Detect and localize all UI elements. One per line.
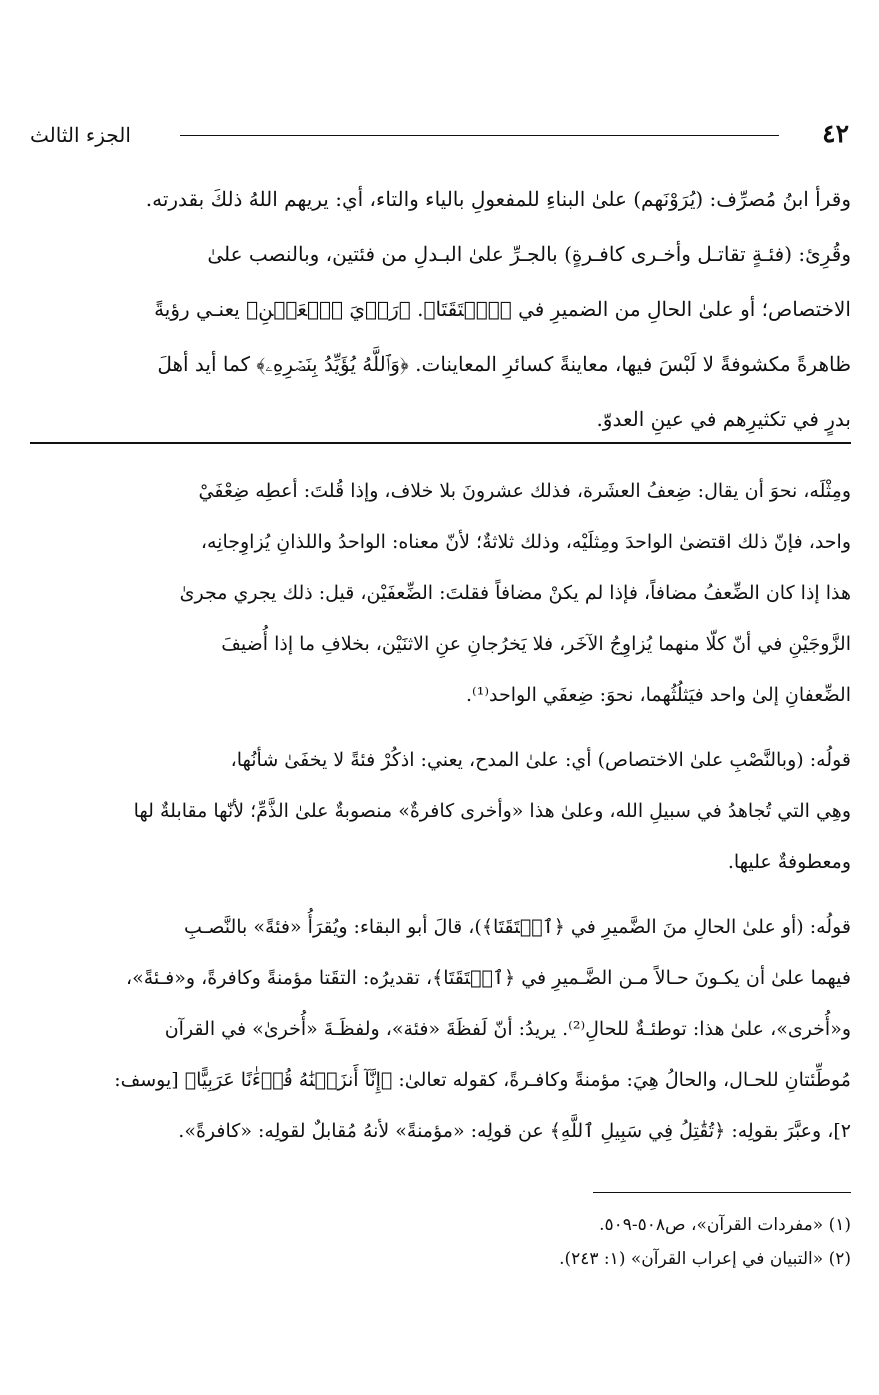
footnote: (٢) «التبيان في إعراب القرآن» (١: ٢٤٣). [559,1249,851,1269]
section-divider [30,442,851,444]
commentary-line: الضِّعفانِ إلىٰ واحد فيَثلُثُهما، نحوَ: ضِعفَي الواحد⁽¹⁾. [465,684,851,706]
page-header [30,118,849,158]
commentary-block [30,466,851,1171]
commentary-line: مُوطِّئتانِ للحـال، والحالُ هِيَ: مؤمنةً وكافـرةً، كقوله تعالىٰ: ﴿إِنَّآ أَنزَلۡنَٰهُ قُرۡءَٰنًا عَرَبِيًّا﴾ [يوسف: [114,1069,851,1091]
commentary-line: ومعطوفةٌ عليها. [727,851,851,873]
commentary-line: و«أُخرى»، علىٰ هذا: توطئـةٌ للحالِ⁽²⁾. يريدُ: أنّ لَفظَةَ «فئة»، ولفظَـةَ «أُخرىٰ» في القرآن [164,1018,851,1040]
commentary-paragraph [30,735,851,888]
commentary-line: الزَّوجَيْنِ في أنّ كلّا منهما يُزاوِجُ الآخَر، فلا يَخرُجانِ عنِ الاثنَيْن، بخلافِ ما إذا أُضيفَ [221,633,851,655]
quote-line: وقُرِئ: (فئـةٍ تقاتـل وأخـرى كافـرةٍ) بالجـرِّ علىٰ البـدلِ من فئتين، وبالنصب علىٰ [207,242,851,266]
quote-line: وقرأ ابنُ مُصرِّف: (يُرَوْنَهم) علىٰ البناءِ للمفعولِ بالياء والتاء، أي: يريهم اللهُ ذلكَ بقدرته. [145,187,851,211]
commentary-paragraph [30,902,851,1157]
commentary-line: قولُه: (وبالنَّصْبِ علىٰ الاختصاص) أي: علىٰ المدح، يعني: اذكُرْ فئةً لا يخفَىٰ شأنُها، [230,749,851,771]
quote-line: بدرٍ في تكثيرِهم في عينِ العدوّ. [596,407,851,431]
footnote: (١) «مفردات القرآن»، ص٥٠٨-٥٠٩. [599,1215,851,1235]
quoted-text-block [30,172,851,447]
footnotes [30,1208,851,1276]
commentary-line: ٢]، وعبَّرَ بقولِه: ﴿تُقَٰتِلُ فِي سَبِيلِ ٱللَّهِ﴾ عن قولِه: «مؤمنةً» لأنهُ مُقابلٌ لقولِه: «كافرةً». [178,1120,851,1142]
commentary-line: فيهما علىٰ أن يكـونَ حـالاً مـن الضَّـميرِ في ﴿ٱلۡتَقَتَا﴾، تقديرُه: التقَتا مؤمنةً وكافرةً، و«فـئةً»، [125,967,851,989]
running-head: الجزء الثالث [30,123,131,147]
commentary-line: واحد، فإنّ ذلك اقتضىٰ الواحدَ ومِثلَيْه، وذلك ثلاثةٌ؛ لأنّ معناه: الواحدُ واللذانِ يُزاوِجانِه، [200,531,851,553]
header-rule [180,135,779,136]
quote-line: الاختصاص؛ أو علىٰ الحالِ من الضميرِ في ﴿ٱلۡتَقَتَا﴾. ﴿رَأۡيَ ٱلۡعَيۡنِ﴾ يعنـي رؤيةً [154,297,851,321]
quote-line: ظاهرةً مكشوفةً لا لَبْسَ فيها، معاينةً كسائرِ المعاينات. ﴿وَٱللَّهُ يُؤَيِّدُ بِنَصۡرِهِۦ﴾ كما أيد أهلَ [157,352,851,376]
commentary-line: قولُه: (أو علىٰ الحالِ منَ الضَّميرِ في ﴿ٱلۡتَقَتَا﴾)، قالَ أبو البقاء: ويُقرَأُ «فئةً» بالنَّصـبِ [184,916,851,938]
commentary-paragraph [30,466,851,721]
commentary-line: وهِي التي تُجاهدُ في سبيلِ الله، وعلىٰ هذا «وأخرى كافرةٌ» منصوبةٌ علىٰ الذَّمِّ؛ لأنّها مقابلةٌ لها [133,800,851,822]
page-number: ٤٢ [822,119,849,148]
footnote-divider [593,1192,851,1193]
commentary-line: هذا إذا كان الضِّعفُ مضافاً، فإذا لم يكنْ مضافاً فقلتَ: الضِّعفَيْن، قيل: ذلك يجري مجرىٰ [179,582,851,604]
commentary-line: ومِثْلَه، نحوَ أن يقال: ضِعفُ العشَرة، فذلك عشرونَ بلا خلاف، وإذا قُلتَ: أعطِه ضِعْفَيْ [198,480,851,502]
